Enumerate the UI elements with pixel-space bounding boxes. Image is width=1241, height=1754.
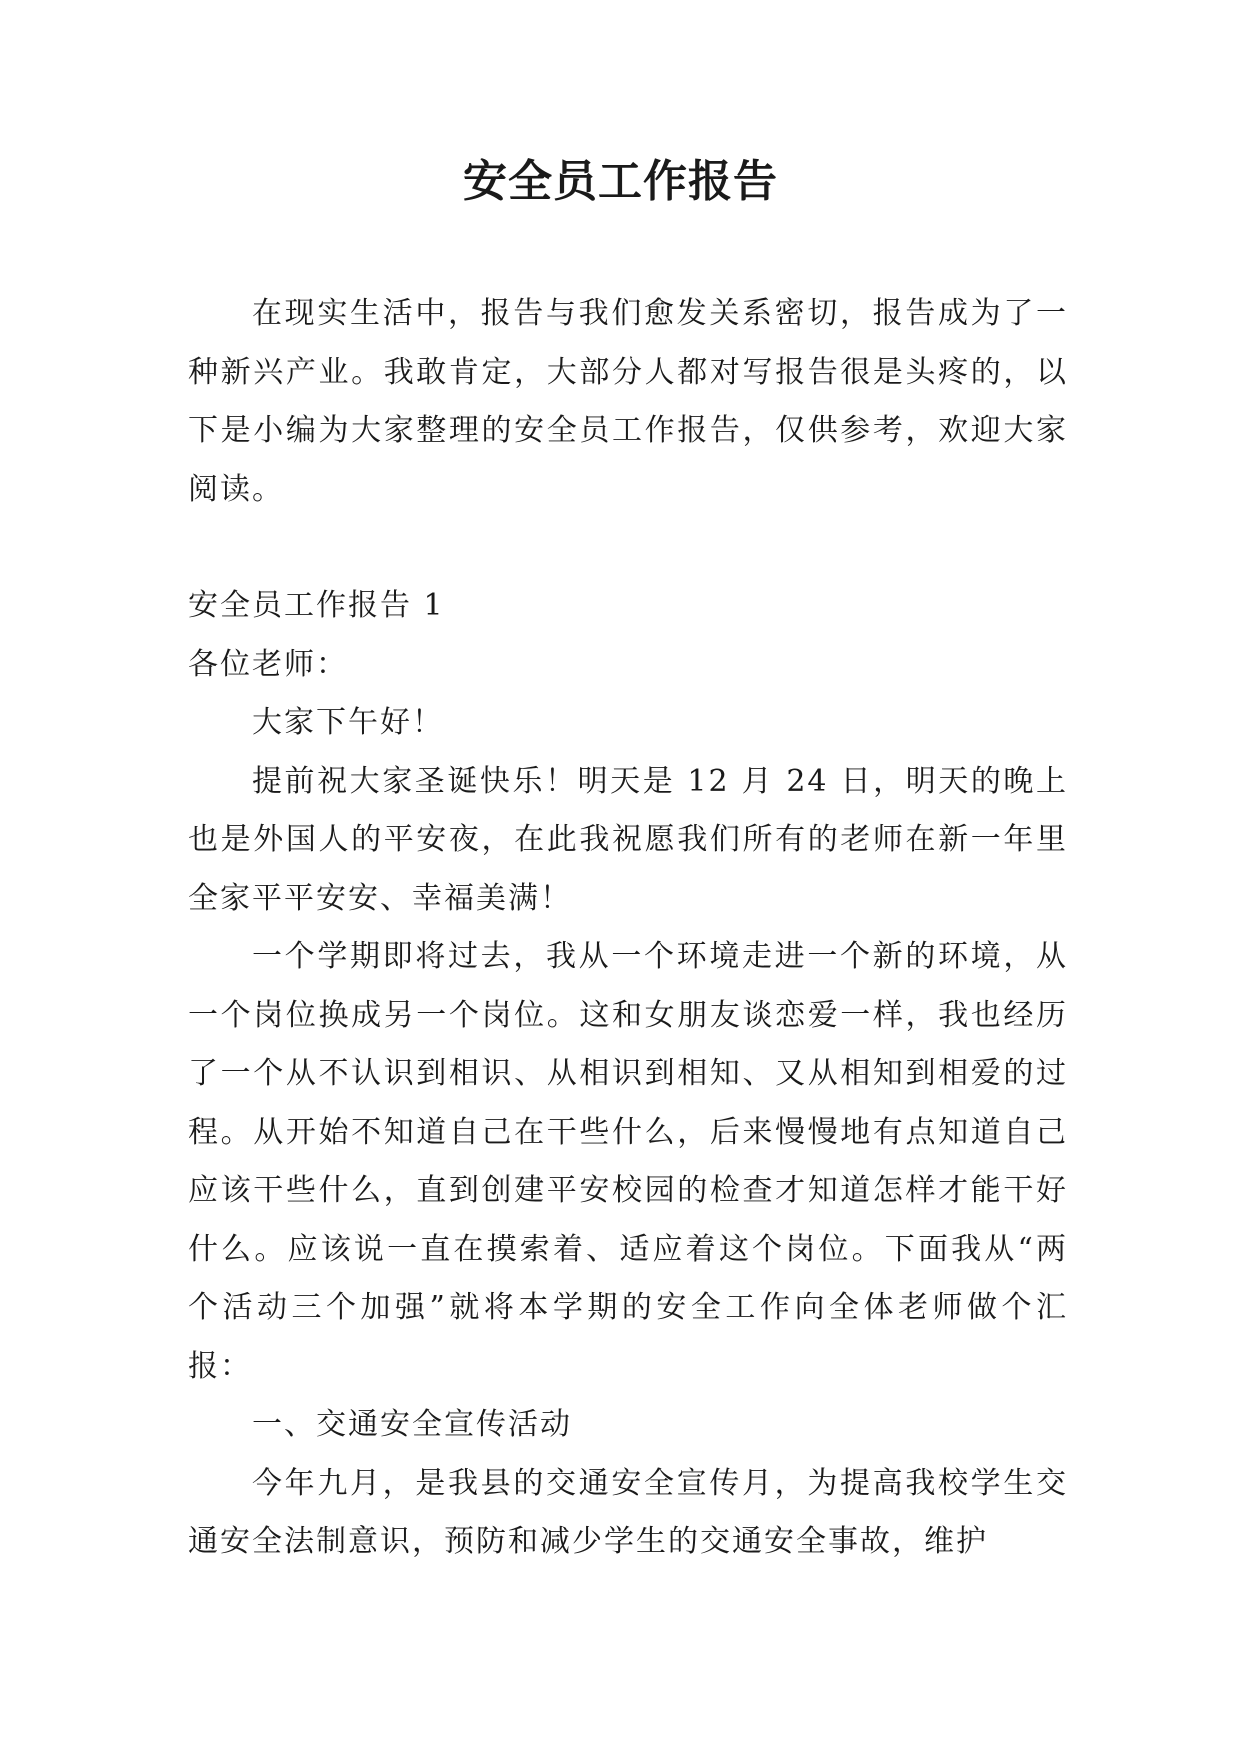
- intro-paragraph: 在现实生活中，报告与我们愈发关系密切，报告成为了一种新兴产业。我敢肯定，大部分人都对写报告很是头疼的，以下是小编为大家整理的安全员工作报告，仅供参考，欢迎大家阅读。: [188, 296, 1068, 507]
- salutation: 各位老师：: [188, 646, 348, 682]
- document-body: [188, 285, 1068, 1572]
- greeting: 大家下午好！: [252, 705, 444, 740]
- document-title: 安全员工作报告: [463, 156, 778, 207]
- body-paragraph: 提前祝大家圣诞快乐！明天是 12 月 24 日，明天的晚上也是外国人的平安夜，在此我祝愿我们所有的老师在新一年里全家平平安安、幸福美满！: [188, 763, 1068, 916]
- section-heading: 安全员工作报告 1: [188, 588, 445, 623]
- closing-paragraph: 今年九月，是我县的交通安全宣传月，为提高我校学生交通安全法制意识，预防和减少学生的交通安全事故，维护: [188, 1465, 1068, 1559]
- body-paragraph: 一个学期即将过去，我从一个环境走进一个新的环境，从一个岗位换成另一个岗位。这和女朋友谈恋爱一样，我也经历了一个从不认识到相识、从相识到相知、又从相知到相爱的过程。从开始不知道自己在干些什么，后来慢慢地有点知道自己应该干些什么，直到创建平安校园的检查才知道怎样才能干好什么。应该说一直在摸索着、适应着这个岗位。下面我从“两个活动三个加强”就将本学期的安全工作向全体老师做个汇报：: [188, 939, 1068, 1384]
- subheading: 一、交通安全宣传活动: [252, 1407, 572, 1442]
